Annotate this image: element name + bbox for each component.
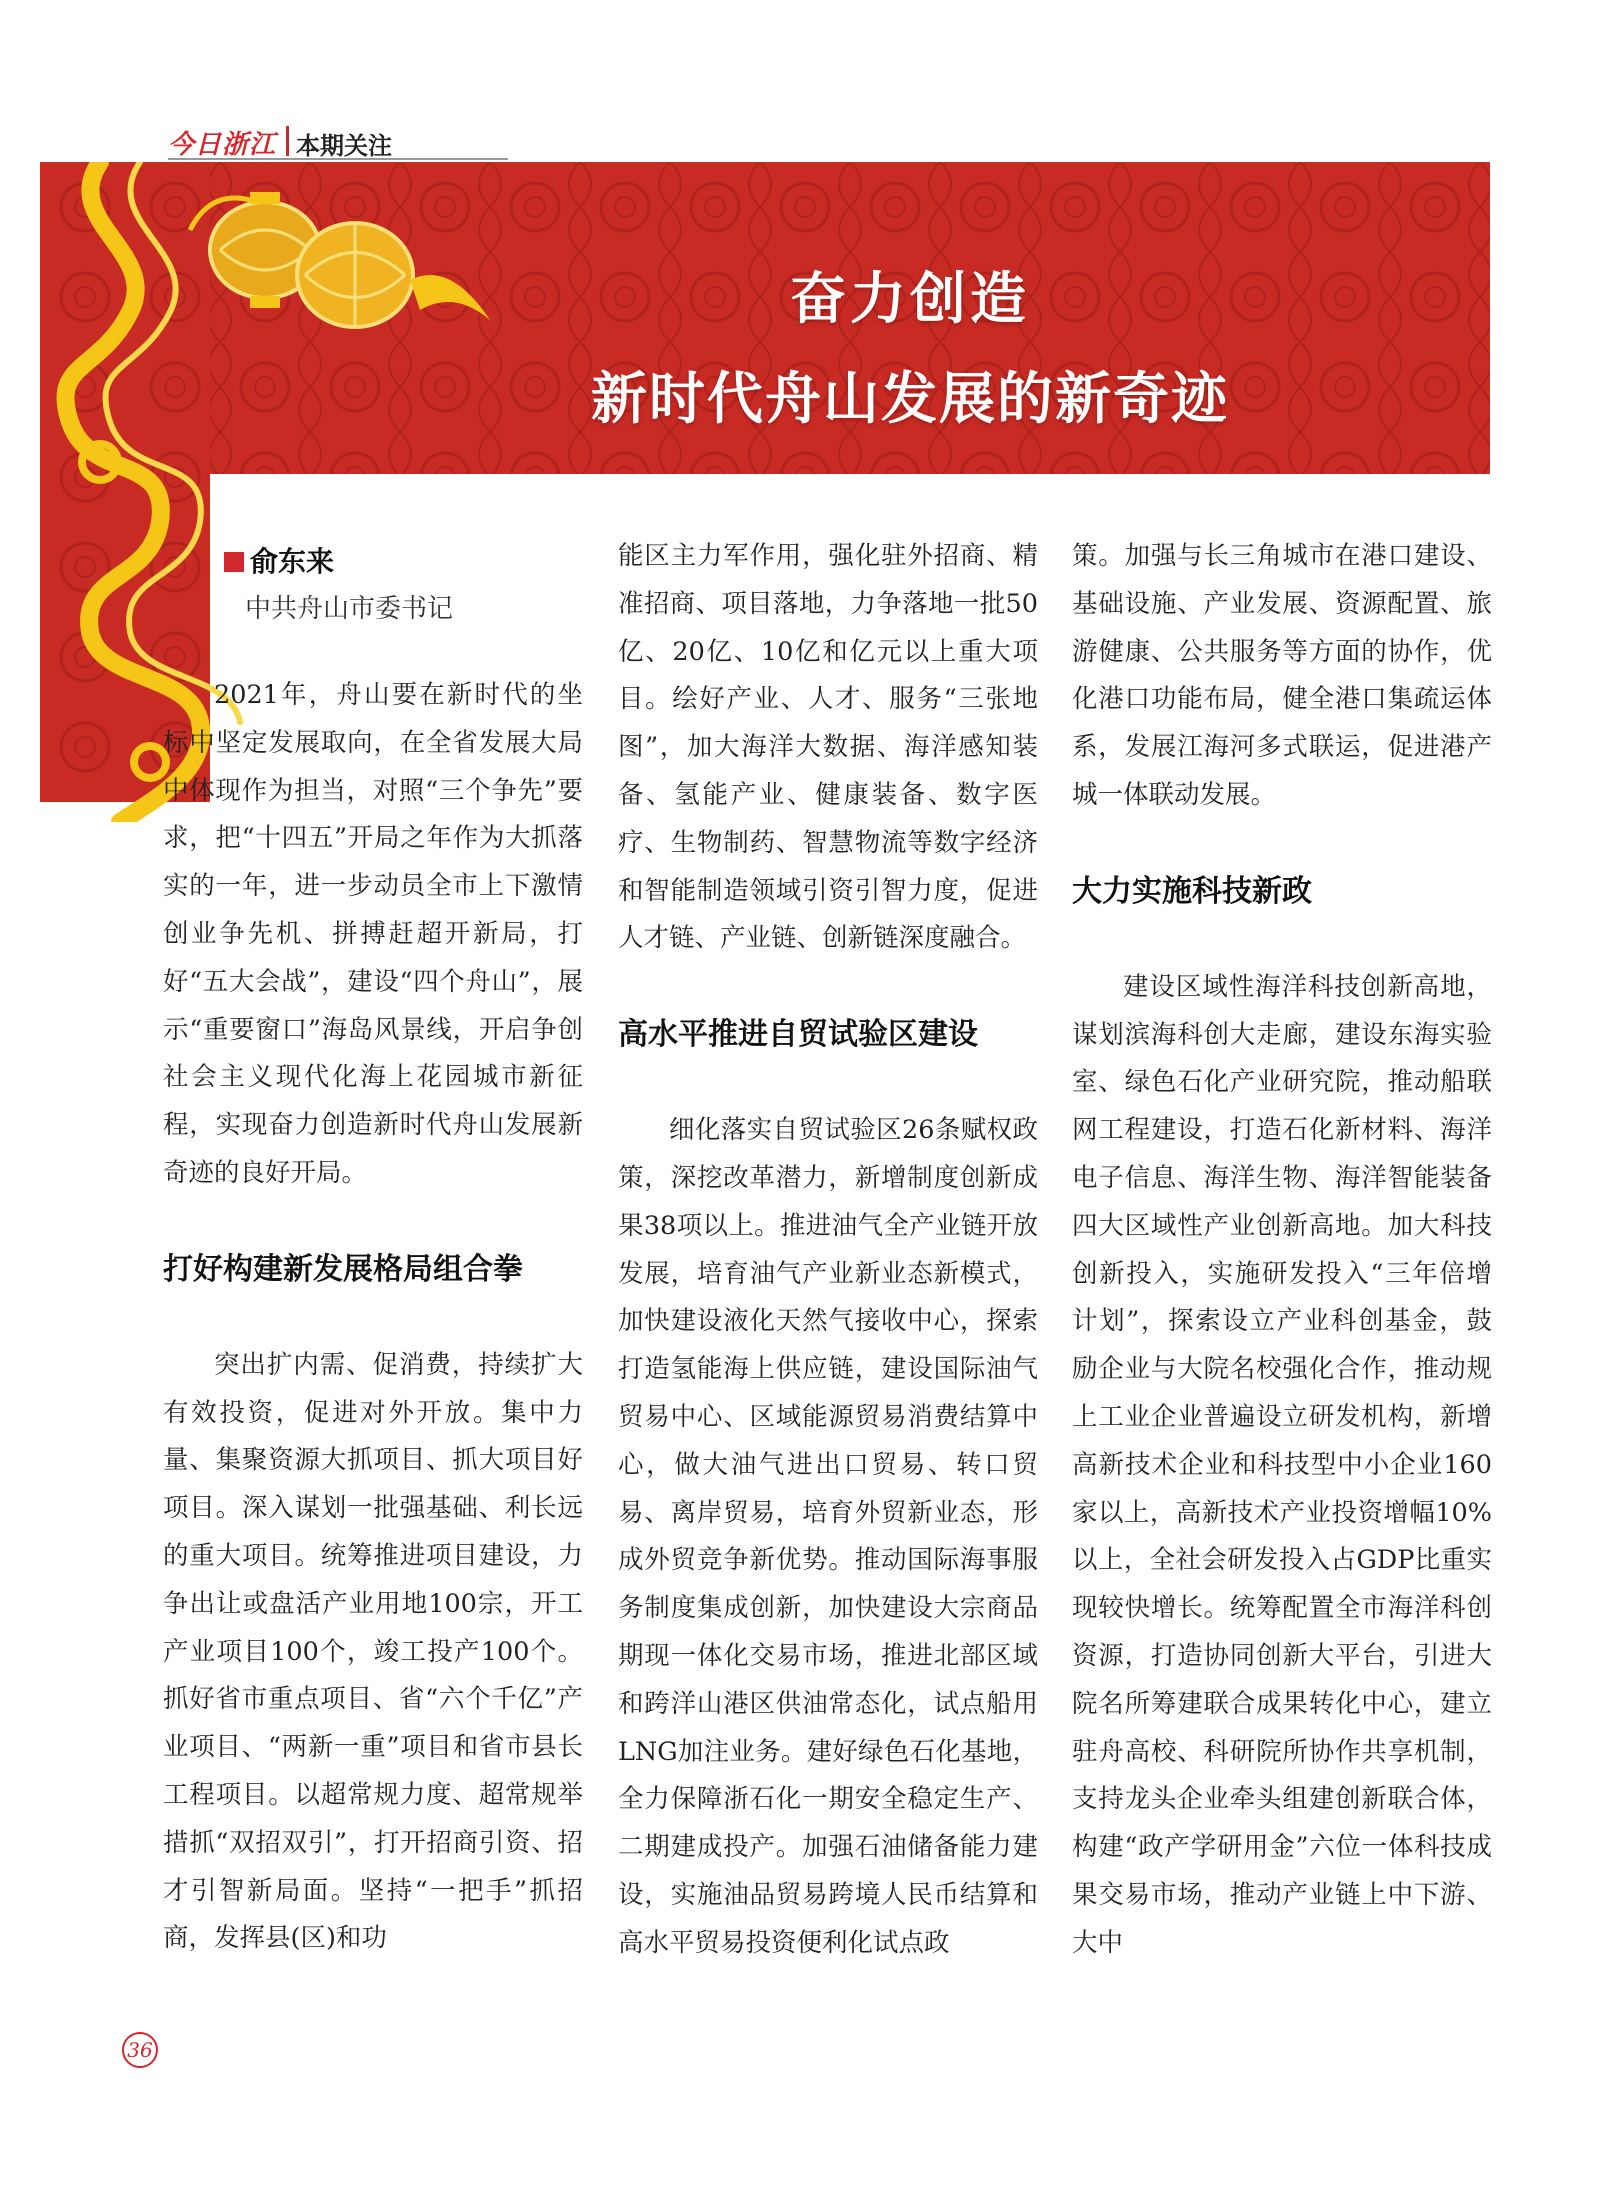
paragraph: 细化落实自贸试验区26条赋权政策，深挖改革潜力，新增制度创新成果38项以上。推进油气全产业链开放发展，培育油气产业新业态新模式，加快建设液化天然气接收中心，探索打造氢能海上供应链，建设国际油气贸易中心、区域能源贸易消费结算中心，做大油气进出口贸易、转口贸易、离岸贸易，培育外贸新业态，形成外贸竞争新优势。推动国际海事服务制度集成创新，加快建设大宗商品期现一体化交易市场，推进北部区域和跨洋山港区供油常态化，试点船用LNG加注业务。建好绿色石化基地，全力保障浙石化一期安全稳定生产、二期建成投产。加强石油储备能力建设，实施油品贸易跨境人民币结算和高水平贸易投资便利化试点政 <box>618 1115 1038 1958</box>
page-number: 36 <box>122 2032 158 2068</box>
section-heading: 高水平推进自贸试验区建设 <box>618 1017 978 1053</box>
paragraph: 突出扩内需、促消费，持续扩大有效投资，促进对外开放。集中力量、集聚资源大抓项目、抓大项目好项目。深入谋划一批强基础、利长远的重大项目。统筹推进项目建设，力争出让或盘活产业用地100宗，开工产业项目100个，竣工投产100个。抓好省市重点项目、省“六个千亿”产业项目、“两新一重”项目和省市县长工程项目。以超常规力度、超常规举措抓“双招双引”，打开招商引资、招才引智新局面。坚持“一把手”抓招商，发挥县(区)和功 <box>163 1349 583 1954</box>
paragraph: 建设区域性海洋科技创新高地，谋划滨海科创大走廊，建设东海实验室、绿色石化产业研究院，推动船联网工程建设，打造石化新材料、海洋电子信息、海洋生物、海洋智能装备四大区域性产业创新高地。加大科技创新投入，实施研发投入“三年倍增计划”，探索设立产业科创基金，鼓励企业与大院名校强化合作，推动规上工业企业普遍设立研发机构，新增高新技术企业和科技型中小企业160家以上，高新技术产业投资增幅10%以上，全社会研发投入占GDP比重实现较快增长。统筹配置全市海洋科创资源，打造协同创新大平台，引进大院名所筹建联合成果转化中心，建立驻舟高校、科研院所协作共享机制，支持龙头企业牵头组建创新联合体，构建“政产学研用金”六位一体科技成果交易市场，推动产业链上中下游、大中 <box>1072 971 1492 1958</box>
paragraph: 2021年，舟山要在新时代的坐标中坚定发展取向，在全省发展大局中体现作为担当，对照“三个争先”要求，把“十四五”开局之年作为大抓落实的一年，进一步动员全市上下激情创业争先机、拼搏赶超开新局，打好“五大会战”，建设“四个舟山”，展示“重要窗口”海岛风景线，开启争创社会主义现代化海上花园城市新征程，实现奋力创造新时代舟山发展新奇迹的良好开局。 <box>163 680 583 1188</box>
paragraph: 能区主力军作用，强化驻外招商、精准招商、项目落地，力争落地一批50亿、20亿、10亿和亿元以上重大项目。绘好产业、人才、服务“三张地图”，加大海洋大数据、海洋感知装备、氢能产业、健康装备、数字医疗、生物制药、智慧物流等数字经济和智能制造领域引资引智力度，促进人才链、产业链、创新链深度融合。 <box>618 541 1038 954</box>
article-title-line1: 奋力创造 <box>790 267 1030 332</box>
header-separator <box>286 126 289 156</box>
article-column-1 <box>163 672 583 1963</box>
article-column-3 <box>1072 533 1492 1968</box>
author-name <box>224 540 334 580</box>
running-header <box>168 120 508 160</box>
paragraph: 策。加强与长三角城市在港口建设、基础设施、产业发展、资源配置、旅游健康、公共服务等方面的协作，优化港口功能布局，健全港口集疏运体系，发展江海河多式联运，促进港产城一体联动发展。 <box>1072 541 1492 810</box>
author-role: 中共舟山市委书记 <box>245 594 454 624</box>
section-label: 本期关注 <box>296 132 392 160</box>
article-column-2 <box>618 533 1038 1968</box>
author-name-text: 俞东来 <box>250 545 335 578</box>
section-heading: 大力实施科技新政 <box>1072 873 1312 909</box>
article-title-line2: 新时代舟山发展的新奇迹 <box>591 367 1229 432</box>
section-heading: 打好构建新发展格局组合拳 <box>163 1251 523 1287</box>
magazine-logo: 今日浙江 <box>168 130 277 160</box>
author-marker-square <box>224 552 244 572</box>
